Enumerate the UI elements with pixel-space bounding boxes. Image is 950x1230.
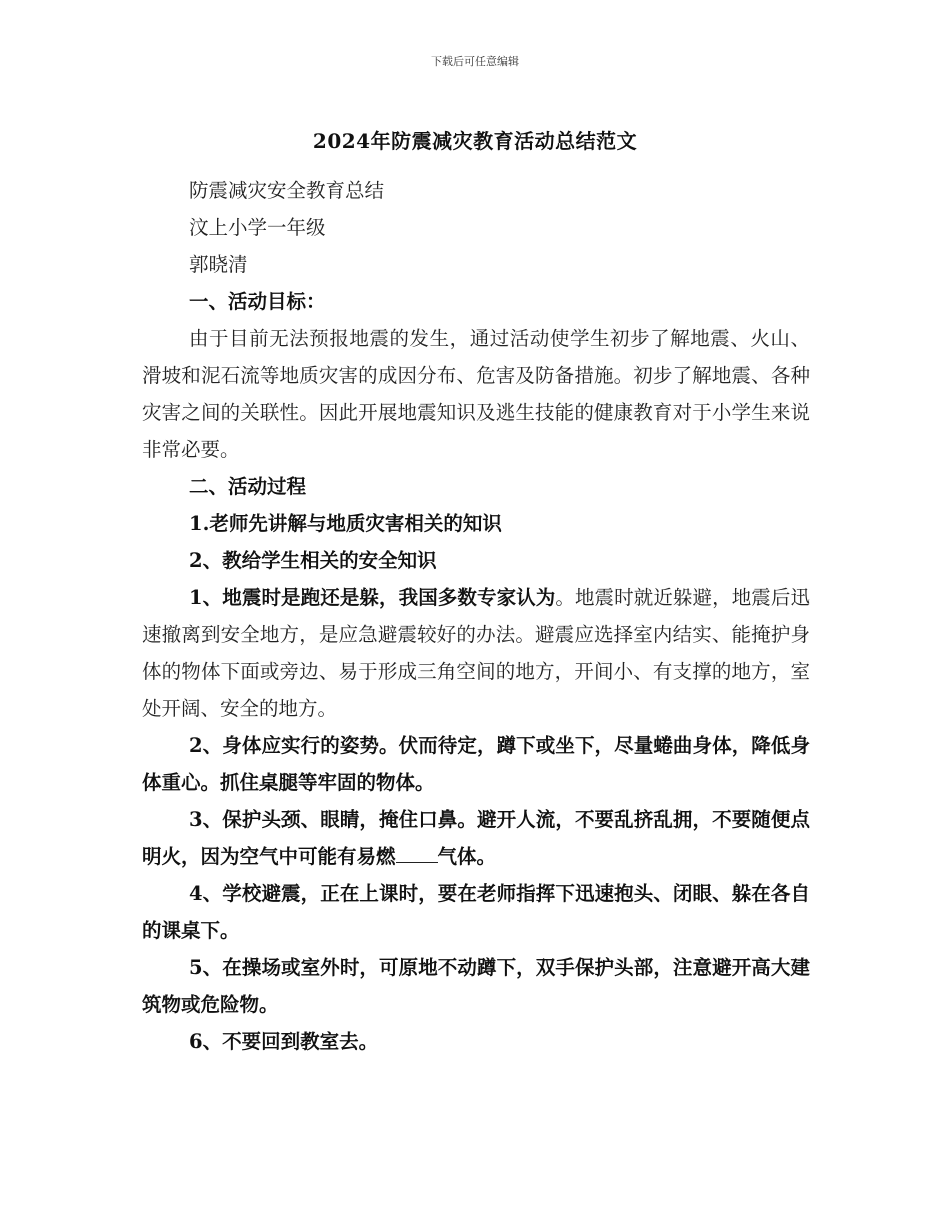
school-name: 汶上小学一年级 [189, 216, 326, 239]
safety-item-1-lead: 1、地震时是跑还是躲，我国多数专家认为 [189, 586, 556, 609]
safety-item-1-text: 。地震时就近躲避，地震后迅速撤离到安全地方，是应急避震较好的办法。避震应选择室内结实、能掩护身体的物体下面或旁边、易于形成三角空间的地方，开间小、有支撑的地方，室处开阔、安全的地方。 [142, 586, 810, 720]
section-heading-process: 二、活动过程 [189, 475, 307, 498]
fill-in-blank [396, 844, 438, 863]
safety-item-4: 4、学校避震，正在上课时，要在老师指挥下迅速抱头、闭眼、躲在各自的课桌下。 [142, 882, 810, 942]
section-heading-goals: 一、活动目标： [189, 290, 326, 313]
safety-item-3-end: 气体。 [437, 845, 497, 868]
document-body [142, 172, 810, 1060]
process-step-2: 2、教给学生相关的安全知识 [189, 549, 437, 572]
page-header: 下载后可任意编辑 [431, 55, 519, 68]
safety-item-3-text: 3、保护头颈、眼睛，掩住口鼻。避开人流，不要乱挤乱拥，不要随便点明火，因为空气中可能有易燃 [142, 808, 810, 868]
safety-item-2: 2、身体应实行的姿势。伏而待定，蹲下或坐下，尽量蜷曲身体，降低身体重心。抓住桌腿等牢固的物体。 [142, 734, 810, 794]
document-subtitle: 防震减灾安全教育总结 [189, 179, 385, 202]
author-name: 郭晓清 [189, 253, 248, 276]
safety-item-6: 6、不要回到教室去。 [189, 1030, 379, 1053]
safety-item-3 [142, 801, 810, 875]
section-goals-text: 由于目前无法预报地震的发生，通过活动使学生初步了解地震、火山、滑坡和泥石流等地质灾害的成因分布、危害及防备措施。初步了解地震、各种灾害之间的关联性。因此开展地震知识及逃生技能的健康教育对于小学生来说非常必要。 [142, 327, 810, 461]
safety-item-5: 5、在操场或室外时，可原地不动蹲下，双手保护头部，注意避开高大建筑物或危险物。 [142, 956, 810, 1016]
process-step-1: 1.老师先讲解与地质灾害相关的知识 [189, 512, 502, 535]
document-title: 2024年防震减灾教育活动总结范文 [312, 129, 638, 153]
safety-item-1 [142, 579, 810, 727]
